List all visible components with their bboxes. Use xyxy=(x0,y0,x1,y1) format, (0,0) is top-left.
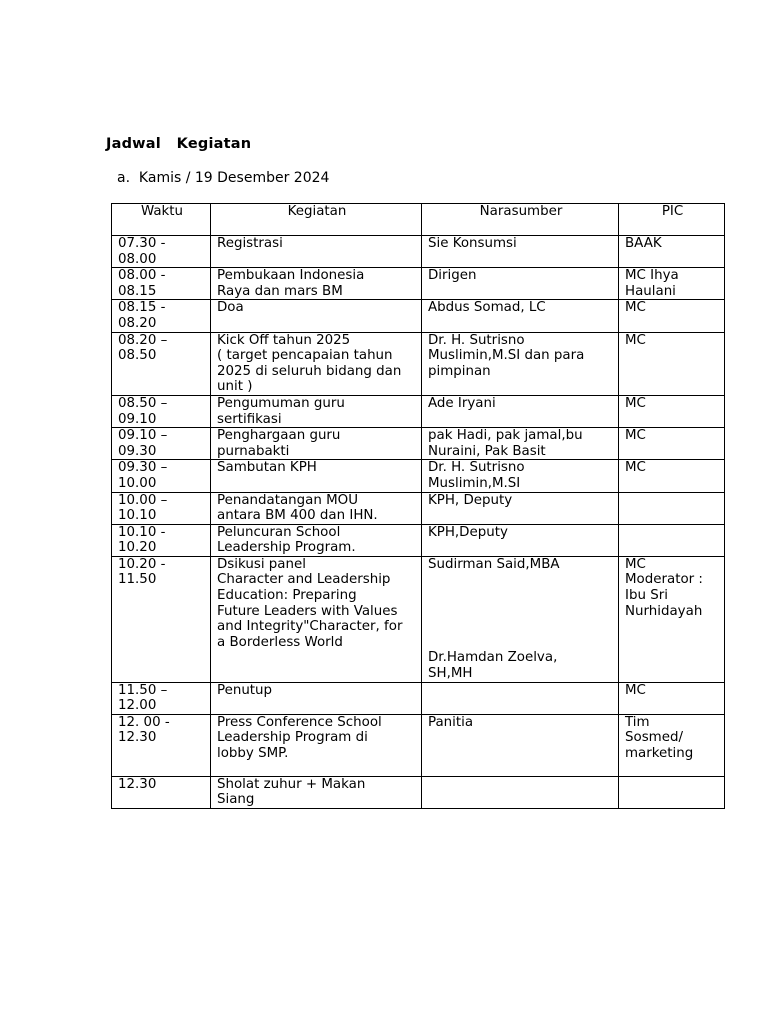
cell-pic: Tim Sosmed/ marketing xyxy=(619,714,725,776)
cell-kegiatan: Kick Off tahun 2025 ( target pencapaian tahun 2025 di seluruh bidang dan unit ) xyxy=(211,332,422,395)
header-waktu: Waktu xyxy=(112,204,211,236)
document-title: Jadwal Kegiatan xyxy=(106,136,252,152)
cell-narasumber: Dr. H. Sutrisno Muslimin,M.SI xyxy=(422,460,619,492)
table-row xyxy=(112,395,725,427)
cell-narasumber: Dirigen xyxy=(422,268,619,300)
cell-kegiatan: Doa xyxy=(211,300,422,332)
cell-waktu: 07.30 - 08.00 xyxy=(112,236,211,268)
schedule-table xyxy=(111,203,725,809)
cell-narasumber: Sie Konsumsi xyxy=(422,236,619,268)
cell-kegiatan: Sholat zuhur + Makan Siang xyxy=(211,776,422,808)
header-narasumber: Narasumber xyxy=(422,204,619,236)
cell-pic: MC xyxy=(619,460,725,492)
cell-waktu: 09.30 – 10.00 xyxy=(112,460,211,492)
cell-pic: MC xyxy=(619,428,725,460)
cell-narasumber: Panitia xyxy=(422,714,619,776)
cell-waktu: 10.00 – 10.10 xyxy=(112,492,211,524)
header-pic: PIC xyxy=(619,204,725,236)
cell-narasumber: Abdus Somad, LC xyxy=(422,300,619,332)
table-row xyxy=(112,714,725,776)
table-header-row xyxy=(112,204,725,236)
cell-pic: MC Moderator : Ibu Sri Nurhidayah xyxy=(619,556,725,682)
cell-waktu: 10.20 - 11.50 xyxy=(112,556,211,682)
table-row xyxy=(112,236,725,268)
cell-kegiatan: Penandatangan MOU antara BM 400 dan IHN. xyxy=(211,492,422,524)
table-row xyxy=(112,428,725,460)
cell-pic xyxy=(619,524,725,556)
cell-kegiatan: Sambutan KPH xyxy=(211,460,422,492)
cell-narasumber: pak Hadi, pak jamal,bu Nuraini, Pak Basit xyxy=(422,428,619,460)
cell-narasumber xyxy=(422,776,619,808)
cell-kegiatan: Press Conference School Leadership Program di lobby SMP. xyxy=(211,714,422,776)
cell-waktu: 09.10 – 09.30 xyxy=(112,428,211,460)
table-row xyxy=(112,268,725,300)
cell-waktu: 12. 00 - 12.30 xyxy=(112,714,211,776)
cell-kegiatan: Penghargaan guru purnabakti xyxy=(211,428,422,460)
table-row xyxy=(112,556,725,682)
cell-narasumber: Dr. H. Sutrisno Muslimin,M.SI dan para pimpinan xyxy=(422,332,619,395)
cell-pic: MC xyxy=(619,332,725,395)
cell-narasumber: Ade Iryani xyxy=(422,395,619,427)
cell-narasumber xyxy=(422,682,619,714)
cell-kegiatan: Registrasi xyxy=(211,236,422,268)
cell-narasumber: KPH, Deputy xyxy=(422,492,619,524)
cell-waktu: 10.10 - 10.20 xyxy=(112,524,211,556)
cell-waktu: 12.30 xyxy=(112,776,211,808)
cell-waktu: 08.15 - 08.20 xyxy=(112,300,211,332)
cell-pic: MC Ihya Haulani xyxy=(619,268,725,300)
cell-pic: MC xyxy=(619,395,725,427)
table-row xyxy=(112,524,725,556)
table-row xyxy=(112,776,725,808)
cell-kegiatan: Pembukaan Indonesia Raya dan mars BM xyxy=(211,268,422,300)
cell-narasumber: KPH,Deputy xyxy=(422,524,619,556)
table-row xyxy=(112,300,725,332)
cell-waktu: 08.50 – 09.10 xyxy=(112,395,211,427)
cell-pic xyxy=(619,776,725,808)
table-row xyxy=(112,682,725,714)
cell-kegiatan: Pengumuman guru sertifikasi xyxy=(211,395,422,427)
table-row xyxy=(112,460,725,492)
cell-waktu: 08.00 - 08.15 xyxy=(112,268,211,300)
cell-kegiatan: Dsikusi panel Character and Leadership Education: Preparing Future Leaders with Values and Integrity"Character, for a Borderless World xyxy=(211,556,422,682)
table-row xyxy=(112,332,725,395)
cell-pic: BAAK xyxy=(619,236,725,268)
cell-pic xyxy=(619,492,725,524)
table-row xyxy=(112,492,725,524)
cell-kegiatan: Penutup xyxy=(211,682,422,714)
header-kegiatan: Kegiatan xyxy=(211,204,422,236)
cell-pic: MC xyxy=(619,300,725,332)
cell-narasumber: Sudirman Said,MBA Dr.Hamdan Zoelva, SH,MH xyxy=(422,556,619,682)
event-date-line: a. Kamis / 19 Desember 2024 xyxy=(117,170,330,186)
cell-waktu: 08.20 – 08.50 xyxy=(112,332,211,395)
cell-waktu: 11.50 – 12.00 xyxy=(112,682,211,714)
cell-kegiatan: Peluncuran School Leadership Program. xyxy=(211,524,422,556)
cell-pic: MC xyxy=(619,682,725,714)
